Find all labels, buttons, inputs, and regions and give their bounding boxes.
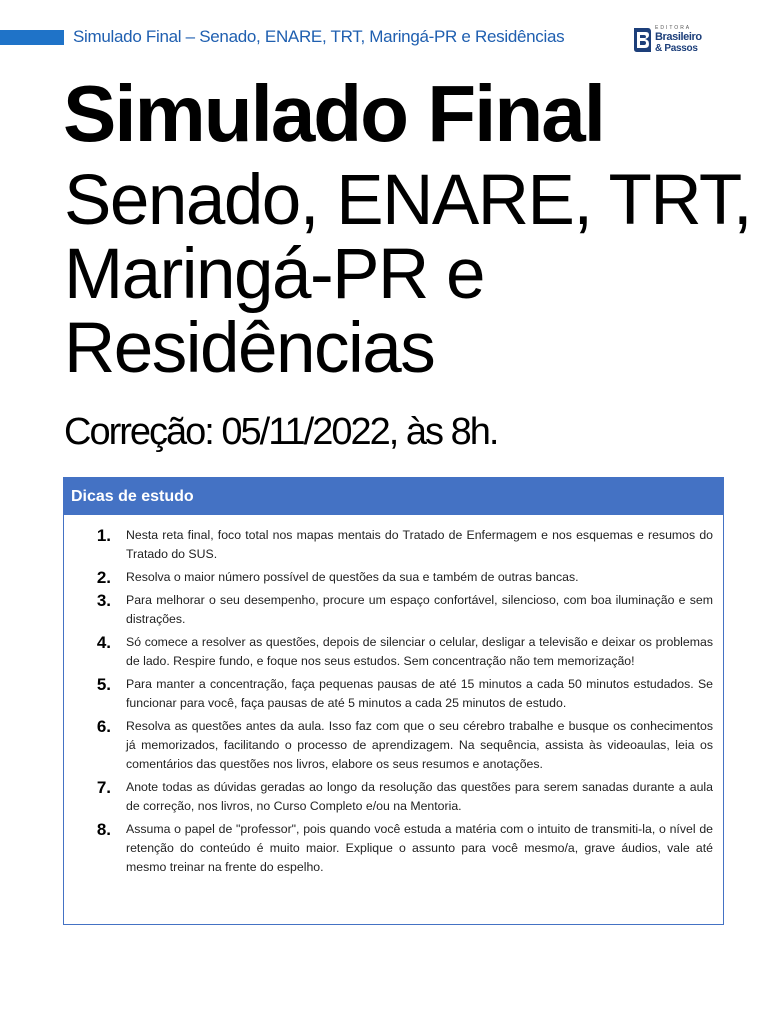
list-item [64, 633, 713, 671]
list-item [64, 778, 713, 816]
tip-number: 5. [96, 675, 111, 694]
running-header-title: Simulado Final – Senado, ENARE, TRT, Maringá-PR e Residências [73, 27, 565, 46]
tip-number: 4. [96, 633, 111, 652]
list-item [64, 717, 713, 774]
tip-text: Só comece a resolver as questões, depois de silenciar o celular, desligar a televisão e deixar os problemas de lado. Respire fundo, e foque nos seus estudos. Sem concentração não tem memorização! [126, 635, 713, 668]
tip-text: Anote todas as dúvidas geradas ao longo da resolução das questões para serem sanadas durante a aula de correção, nos livros, no Curso Completo e/ou na Mentoria. [126, 780, 713, 813]
tip-spacer [111, 675, 126, 713]
page-subtitle: Senado, ENARE, TRT, Maringá-PR e Residências [64, 161, 752, 388]
list-item [64, 591, 713, 629]
list-item [64, 675, 713, 713]
tip-spacer [111, 778, 126, 816]
page-title: Simulado Final [63, 69, 604, 158]
list-item [64, 820, 713, 877]
study-tips-box [63, 477, 724, 925]
tip-number: 8. [96, 820, 111, 839]
correction-date: Correção: 05/11/2022, às 8h. [64, 411, 498, 453]
study-tips-heading: Dicas de estudo [64, 478, 723, 515]
tip-number: 3. [96, 591, 111, 610]
book-logo-icon [632, 26, 652, 54]
logo-line-editora: EDITORA [655, 25, 692, 31]
tip-text: Assuma o papel de "professor", pois quando você estuda a matéria com o intuito de transmiti-la, o nível de retenção do conteúdo é muito maior. Explique o assunto para você mesmo/a, grave áudios, vale até mesmo treinar na frente do espelho. [126, 822, 713, 874]
logo-line-brasileiro: Brasileiro [655, 31, 702, 43]
tip-spacer [111, 820, 126, 877]
tip-text: Resolva as questões antes da aula. Isso faz com que o seu cérebro trabalhe e busque os conhecimentos já memorizados, facilitando o processo de aprendizagem. Na sequência, assista às videoaulas, leia os comentários das questões nos livros, elabore os seus resumos e anotações. [126, 719, 713, 771]
header-accent-bar [0, 30, 64, 45]
tip-spacer [111, 591, 126, 629]
tip-number: 7. [96, 778, 111, 797]
tip-text: Para melhorar o seu desempenho, procure um espaço confortável, silencioso, com boa iluminação e sem distrações. [126, 593, 713, 626]
tip-text: Resolva o maior número possível de questões da sua e também de outras bancas. [126, 570, 579, 584]
tip-spacer [111, 526, 126, 564]
study-tips-list [64, 515, 723, 877]
tip-spacer [111, 568, 126, 587]
tip-number: 2. [96, 568, 111, 587]
logo-line-passos: & Passos [655, 43, 698, 54]
tip-number: 6. [96, 717, 111, 736]
list-item [64, 526, 713, 564]
tip-spacer [111, 717, 126, 774]
publisher-logo [632, 24, 712, 56]
tip-text: Nesta reta final, foco total nos mapas mentais do Tratado de Enfermagem e nos esquemas e resumos do Tratado do SUS. [126, 528, 713, 561]
list-item [64, 568, 713, 587]
tip-number: 1. [96, 526, 111, 545]
tip-spacer [111, 633, 126, 671]
tip-text: Para manter a concentração, faça pequenas pausas de até 15 minutos a cada 50 minutos estudados. Se funcionar para você, faça pausas de até 5 minutos a cada 25 minutos de estudo. [126, 677, 713, 710]
